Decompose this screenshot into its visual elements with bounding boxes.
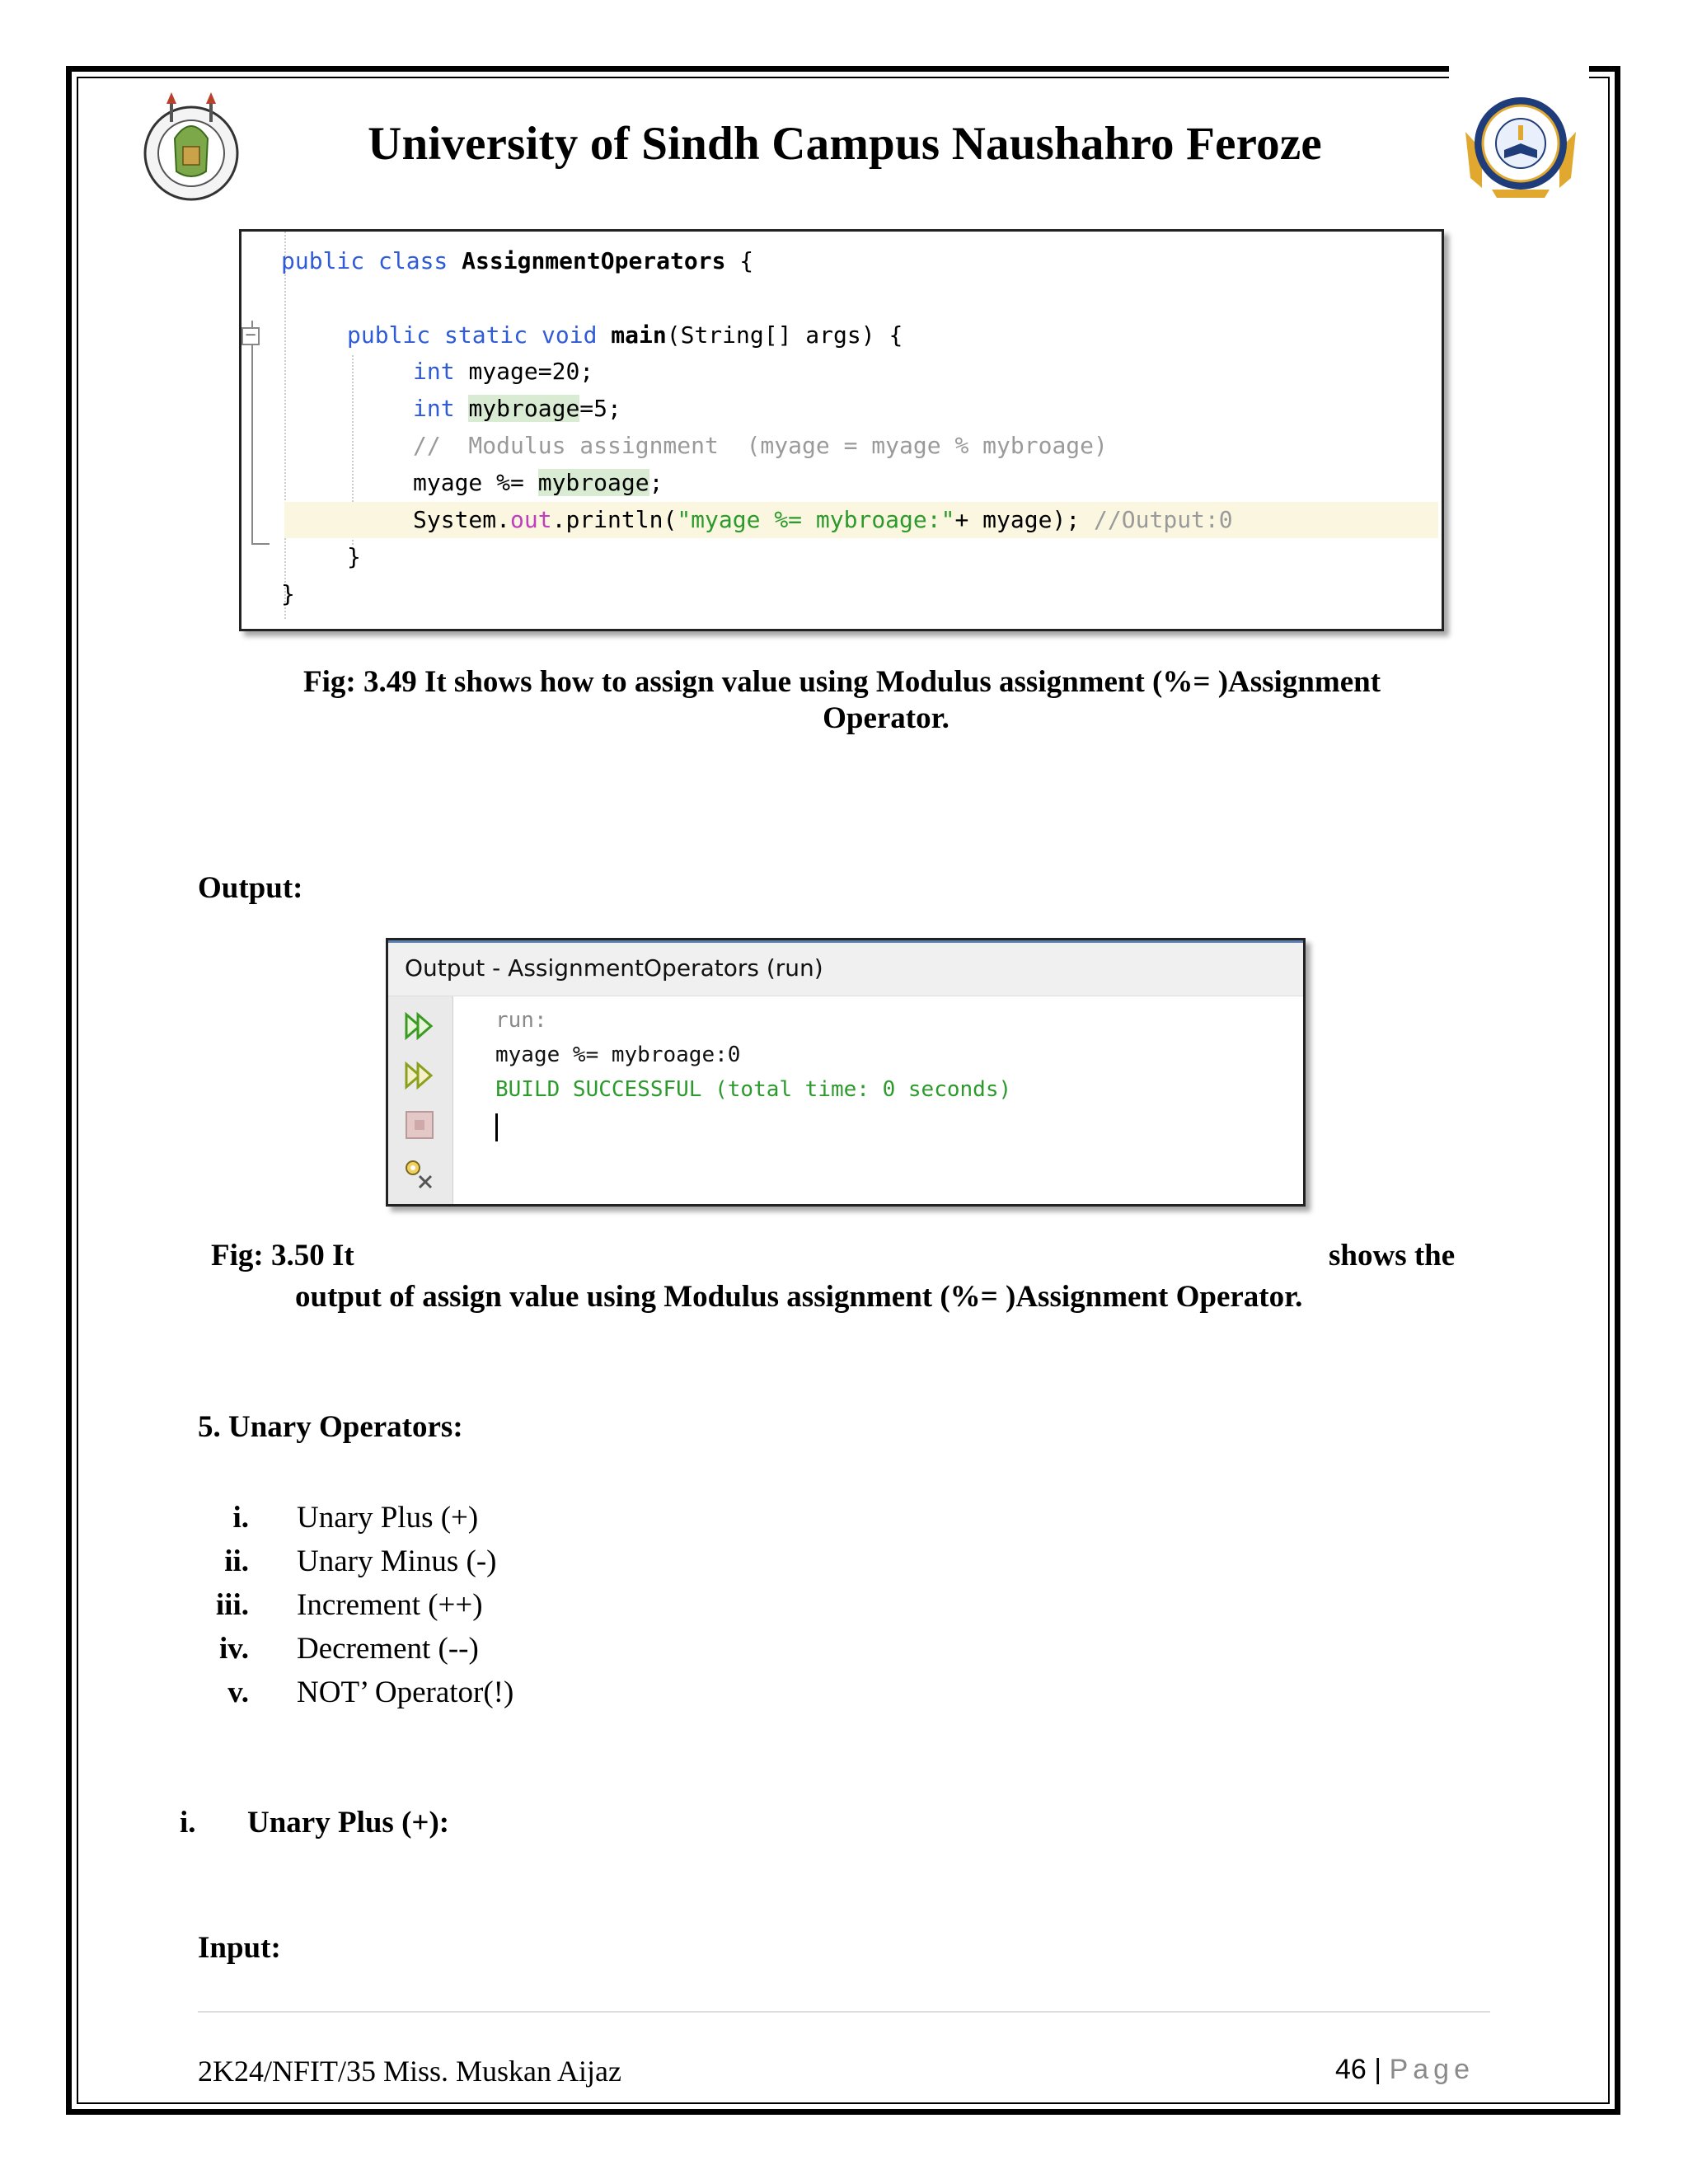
code-line — [281, 243, 753, 279]
code-token: myage %= — [413, 469, 538, 496]
list-item-number: v. — [227, 1675, 249, 1709]
list-item-number: ii. — [224, 1544, 249, 1578]
page-number: 46 — [1335, 2054, 1367, 2085]
page-word: Page — [1389, 2054, 1475, 2085]
code-line — [347, 317, 903, 354]
code-token: System. — [413, 506, 511, 533]
settings-icon — [403, 1158, 436, 1191]
figure-caption-3-50-line2: output of assign value using Modulus assignment (%= )Assignment Operator. — [295, 1280, 1303, 1314]
footer-author: 2K24/NFIT/35 Miss. Muskan Aijaz — [198, 2055, 622, 2088]
code-token: + myage); — [954, 506, 1095, 533]
border-gap — [1449, 58, 1589, 82]
page-title: University of Sindh Campus Naushahro Feroze — [368, 118, 1322, 170]
code-editor-screenshot — [239, 229, 1444, 631]
fold-collapse-icon: − — [241, 327, 260, 345]
stop-icon — [403, 1108, 436, 1141]
code-token: myage=20; — [468, 358, 594, 385]
figure-caption-3-50-right: shows the — [1329, 1239, 1456, 1272]
code-token: (String[] args) { — [666, 321, 903, 349]
code-token: mybroage — [468, 395, 580, 422]
rerun-icon — [403, 1010, 436, 1043]
rerun-with-params-icon — [403, 1059, 436, 1092]
university-of-sindh-logo — [142, 89, 241, 206]
output-toolbar — [388, 996, 453, 1204]
footer-page-number — [1335, 2054, 1475, 2086]
list-item: Unary Minus (-) — [297, 1544, 497, 1578]
output-label: Output: — [198, 871, 303, 905]
list-item-number: iii. — [215, 1588, 249, 1622]
code-line — [413, 502, 1233, 538]
input-label: Input: — [198, 1931, 281, 1965]
output-window-screenshot — [386, 938, 1306, 1207]
code-token: } — [347, 543, 361, 570]
code-line — [413, 354, 593, 390]
indent-guide — [284, 232, 286, 619]
output-line-result: myage %= mybroage:0 — [495, 1043, 741, 1067]
code-token: int — [413, 358, 469, 385]
figure-caption-3-49-line2: Operator. — [823, 701, 950, 735]
code-line — [413, 428, 1108, 464]
list-item-number: iv. — [219, 1632, 249, 1666]
code-token: AssignmentOperators — [462, 247, 726, 274]
list-item: Decrement (--) — [297, 1632, 479, 1666]
output-line-build: BUILD SUCCESSFUL (total time: 0 seconds) — [495, 1077, 1012, 1102]
fold-guide-end — [251, 543, 270, 545]
code-token: "myage %= mybroage:" — [677, 506, 955, 533]
code-line — [281, 576, 295, 612]
figure-caption-3-49-line1: Fig: 3.49 It shows how to assign value using Modulus assignment (%= )Assignment — [303, 665, 1381, 699]
code-line — [347, 539, 361, 575]
list-item: NOT’ Operator(!) — [297, 1675, 514, 1709]
campus-badge-logo — [1459, 92, 1582, 199]
footer-rule — [198, 2011, 1490, 2013]
list-item: Unary Plus (+) — [297, 1501, 479, 1535]
code-token: .println( — [551, 506, 678, 533]
code-line — [413, 465, 663, 501]
code-token: =5; — [579, 395, 621, 422]
subsection-number: i. — [180, 1806, 196, 1840]
code-line — [413, 391, 621, 427]
text-cursor — [495, 1113, 498, 1141]
code-token: out — [510, 506, 552, 533]
fold-guide — [251, 321, 253, 543]
list-item: Increment (++) — [297, 1588, 483, 1622]
code-token: public class — [281, 247, 462, 274]
code-token: int — [413, 395, 469, 422]
page-separator: | — [1374, 2054, 1382, 2085]
code-token: public static void — [347, 321, 612, 349]
code-token: //Output:0 — [1094, 506, 1233, 533]
code-token: mybroage — [537, 469, 649, 496]
code-token: // Modulus assignment (myage = myage % mybroage) — [413, 432, 1108, 459]
code-token: main — [611, 321, 667, 349]
figure-caption-3-50-left: Fig: 3.50 It — [211, 1239, 354, 1272]
code-token: { — [725, 247, 754, 274]
section-heading-unary-operators: 5. Unary Operators: — [198, 1410, 463, 1444]
code-token: ; — [649, 469, 663, 496]
subsection-heading-unary-plus: Unary Plus (+): — [247, 1806, 450, 1840]
output-window-title: Output - AssignmentOperators (run) — [405, 954, 823, 982]
code-token: } — [281, 580, 295, 607]
output-window-header — [388, 940, 1303, 996]
list-item-number: i. — [232, 1501, 249, 1535]
output-line-run: run: — [495, 1008, 547, 1033]
